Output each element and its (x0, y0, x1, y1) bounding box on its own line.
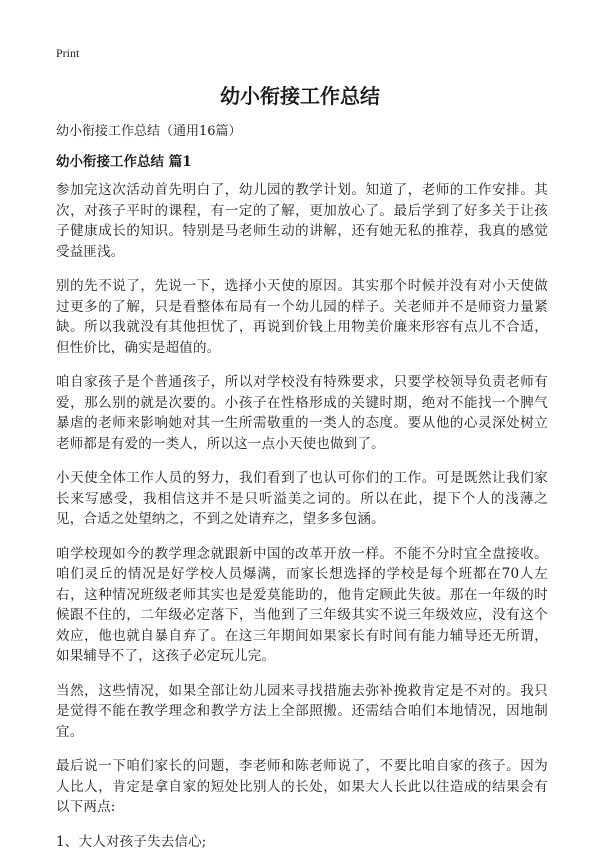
document-subtitle: 幼小衔接工作总结（通用16篇） (56, 124, 242, 139)
paragraph: 别的先不说了，先说一下，选择小天使的原因。其实那个时候并没有对小天使做过更多的了解，只是看整体布局有一个幼儿园的样子。关老师并不是师资力量紧缺。所以我就没有其他担忧了，再说到价钱上用物美价廉来形容有点儿不合适，但性价比，确实是超值的。 (56, 278, 548, 356)
paragraph: 咱学校现如今的教学理念就跟新中国的改革开放一样。不能不分时宜全盘接收。咱们灵丘的情况是好学校人员爆满，而家长想选择的学校是每个班都在70人左右，这种情况班级老师其实也是爱莫能助的，他肯定顾此失彼。那在一年级的时候跟不住的，二年级必定落下，当他到了三年级其实不说三年级效应，没有这个效应，他也就自暴自弃了。在这三年期间如果家长有时间有能力辅导还无所谓，如果辅导不了，这孩子必定玩儿完。 (56, 545, 548, 664)
paragraph: 当然，这些情况，如果全部让幼儿园来寻找措施去弥补挽救肯定是不对的。我只是觉得不能在教学理念和教学方法上全部照搬。还需结合咱们本地情况，因地制宜。 (56, 682, 548, 740)
list-item: 1、大人对孩子失去信心; (56, 833, 207, 850)
paragraph: 小天使全体工作人员的努力，我们看到了也认可你们的工作。可是既然让我们家长来写感受，我相信这并不是只听溢美之词的。所以在此，提下个人的浅薄之见，合适之处望纳之，不到之处请弃之，望多多包涵。 (56, 470, 548, 527)
section-heading: 幼小衔接工作总结 篇1 (56, 154, 192, 170)
paragraph: 参加完这次活动首先明白了，幼儿园的教学计划。知道了，老师的工作安排。其次，对孩子平时的课程，有一定的了解，更加放心了。最后学到了好多关于让孩子健康成长的知识。特别是马老师生动的讲解，还有她无私的推荐，我真的感觉受益匪浅。 (56, 182, 548, 260)
print-link[interactable]: Print (56, 46, 80, 60)
paragraph: 咱自家孩子是个普通孩子，所以对学校没有特殊要求，只要学校领导负责老师有爱，那么别的就是次要的。小孩子在性格形成的关键时期，绝对不能找一个脾气暴虐的老师来影响她对其一生所需敬重的一类人的态度。要从他的心灵深处树立老师都是有爱的一类人，所以这一点小天使也做到了。 (56, 374, 548, 452)
page-title: 幼小衔接工作总结 (220, 84, 380, 108)
article-body (56, 180, 548, 866)
paragraph: 最后说一下咱们家长的问题，李老师和陈老师说了，不要比咱自家的孩子。因为人比人，肯定是拿自家的短处比别人的长处，如果大人长此以往造成的结果会有以下两点: (56, 758, 548, 815)
